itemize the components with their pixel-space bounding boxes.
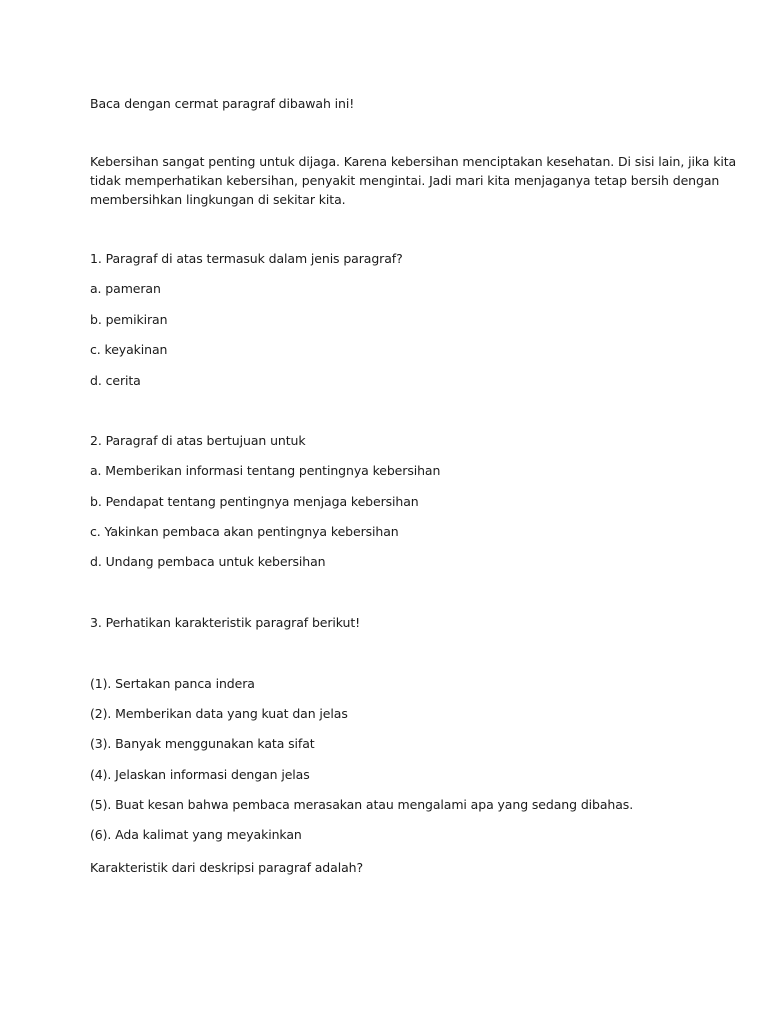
q2-option-b: b. Pendapat tentang pentingnya menjaga kebersihan [90, 494, 419, 509]
passage-line: tidak memperhatikan kebersihan, penyakit mengintai. Jadi mari kita menjaganya tetap bersih dengan [90, 173, 720, 188]
instruction-text: Baca dengan cermat paragraf dibawah ini! [90, 96, 355, 111]
q3-prompt: Karakteristik dari deskripsi paragraf adalah? [90, 860, 363, 875]
passage-line: membersihkan lingkungan di sekitar kita. [90, 192, 346, 207]
q3-item: (5). Buat kesan bahwa pembaca merasakan atau mengalami apa yang sedang dibahas. [90, 797, 634, 812]
question-1: 1. Paragraf di atas termasuk dalam jenis paragraf? [90, 251, 403, 266]
q3-item: (3). Banyak menggunakan kata sifat [90, 736, 315, 751]
question-2: 2. Paragraf di atas bertujuan untuk [90, 433, 306, 448]
q3-item: (6). Ada kalimat yang meyakinkan [90, 827, 302, 842]
q3-item: (1). Sertakan panca indera [90, 676, 255, 691]
q1-option-d: d. cerita [90, 373, 141, 388]
q1-option-c: c. keyakinan [90, 342, 168, 357]
q3-item: (4). Jelaskan informasi dengan jelas [90, 767, 310, 782]
q1-option-b: b. pemikiran [90, 312, 168, 327]
question-3: 3. Perhatikan karakteristik paragraf berikut! [90, 615, 361, 630]
q2-option-a: a. Memberikan informasi tentang pentingnya kebersihan [90, 463, 441, 478]
passage-paragraph [90, 152, 737, 209]
q3-item: (2). Memberikan data yang kuat dan jelas [90, 706, 348, 721]
q2-option-d: d. Undang pembaca untuk kebersihan [90, 554, 326, 569]
q1-option-a: a. pameran [90, 281, 161, 296]
passage-line: Kebersihan sangat penting untuk dijaga. Karena kebersihan menciptakan kesehatan. Di sisi lain, jika kita [90, 154, 737, 169]
q2-option-c: c. Yakinkan pembaca akan pentingnya kebersihan [90, 524, 399, 539]
